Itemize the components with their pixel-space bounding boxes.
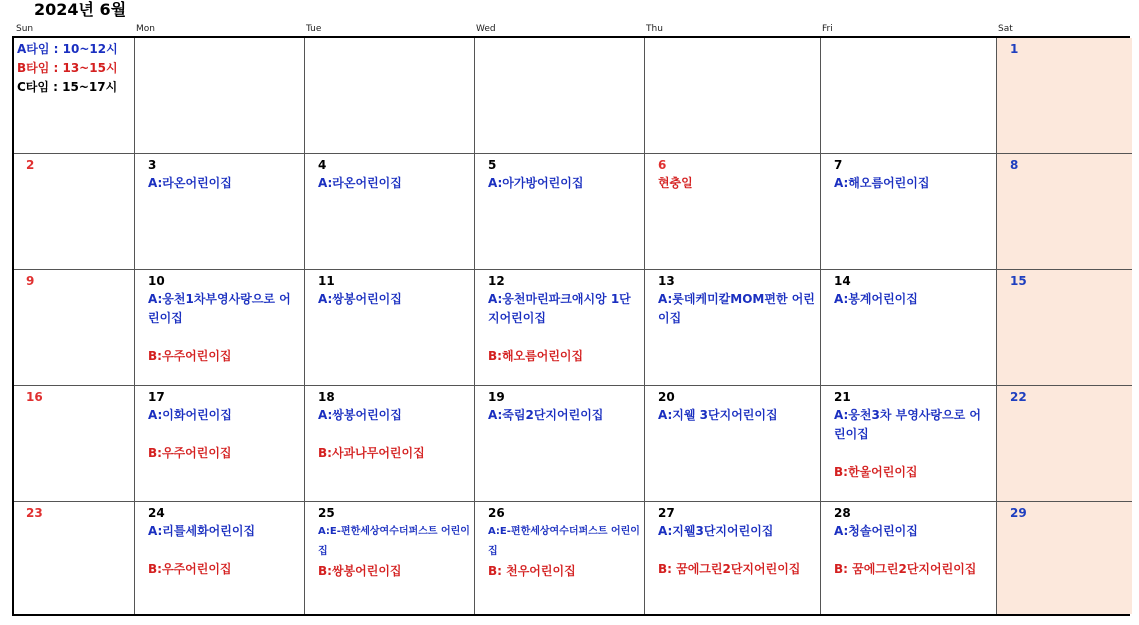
- day-entries: [148, 174, 300, 193]
- a-time-entry: A:웅천1차부영사랑으로 어린이집: [148, 292, 291, 325]
- day-cell[interactable]: [821, 502, 997, 614]
- holiday-label: 현충일: [658, 176, 693, 190]
- day-cell[interactable]: [645, 502, 821, 614]
- day-number: 9: [26, 274, 35, 288]
- day-cell[interactable]: [821, 38, 997, 154]
- day-number: 13: [658, 274, 675, 288]
- entry-spacer: [148, 541, 300, 560]
- day-cell[interactable]: [14, 270, 135, 386]
- day-entries: [318, 290, 470, 309]
- day-cell[interactable]: [305, 154, 475, 270]
- a-time-entry: A:리틀세화어린이집: [148, 524, 256, 538]
- time-legend: [17, 40, 118, 97]
- day-number: 20: [658, 390, 675, 404]
- day-entries: [148, 290, 300, 366]
- day-entries: [148, 406, 300, 463]
- day-entries: [834, 522, 992, 579]
- a-time-entry: A:라온어린이집: [148, 176, 232, 190]
- b-time-entry: B:우주어린이집: [148, 349, 232, 363]
- day-cell[interactable]: [475, 502, 645, 614]
- a-time-entry: A:이화어린이집: [148, 408, 232, 422]
- day-number: 26: [488, 506, 505, 520]
- day-entries: [488, 522, 640, 581]
- a-time-entry: A:E-편한세상여수더퍼스트 어린이집: [488, 526, 640, 557]
- day-number: 16: [26, 390, 43, 404]
- day-number: 2: [26, 158, 35, 172]
- day-cell[interactable]: [305, 386, 475, 502]
- weekday-thu: Thu: [646, 24, 663, 34]
- day-number: 12: [488, 274, 505, 288]
- day-number: 8: [1010, 158, 1019, 172]
- day-number: 17: [148, 390, 165, 404]
- entry-spacer: [148, 425, 300, 444]
- day-entries: [834, 406, 992, 482]
- day-cell[interactable]: [475, 38, 645, 154]
- a-time-entry: A:웅천3차 부영사랑으로 어린이집: [834, 408, 981, 441]
- day-entries: [658, 406, 816, 425]
- b-time-entry: B:사과나무어린이집: [318, 446, 425, 460]
- day-number: 15: [1010, 274, 1027, 288]
- day-cell[interactable]: [135, 270, 305, 386]
- b-time-entry: B:해오름어린이집: [488, 349, 584, 363]
- day-cell[interactable]: [14, 502, 135, 614]
- day-cell[interactable]: [305, 270, 475, 386]
- a-time-entry: A:웅천마린파크애시앙 1단지어린이집: [488, 292, 631, 325]
- day-cell[interactable]: [14, 386, 135, 502]
- weekday-tue: Tue: [306, 24, 322, 34]
- day-cell[interactable]: [135, 154, 305, 270]
- b-time-entry: B:우주어린이집: [148, 446, 232, 460]
- day-cell[interactable]: [135, 502, 305, 614]
- day-number: 21: [834, 390, 851, 404]
- weekday-fri: Fri: [822, 24, 833, 34]
- day-entries: [834, 174, 992, 193]
- weekday-sun: Sun: [16, 24, 34, 34]
- day-cell[interactable]: [305, 502, 475, 614]
- day-number: 27: [658, 506, 675, 520]
- day-number: 28: [834, 506, 851, 520]
- a-time-entry: A:롯데케미칼MOM편한 어린이집: [658, 292, 815, 325]
- b-time-entry: B:쌍봉어린이집: [318, 564, 402, 578]
- b-time-entry: B: 꿈에그린2단지어린이집: [834, 562, 977, 576]
- day-entries: [148, 522, 300, 579]
- day-number: 6: [658, 158, 667, 172]
- entry-spacer: [658, 541, 816, 560]
- day-entries: [318, 406, 470, 463]
- day-cell[interactable]: [135, 386, 305, 502]
- day-cell[interactable]: [645, 154, 821, 270]
- day-cell[interactable]: [821, 154, 997, 270]
- day-cell[interactable]: [997, 154, 1132, 270]
- day-number: 10: [148, 274, 165, 288]
- day-cell[interactable]: [475, 386, 645, 502]
- b-time-entry: B: 꿈에그린2단지어린이집: [658, 562, 801, 576]
- day-cell[interactable]: [997, 386, 1132, 502]
- a-time-entry: A:쌍봉어린이집: [318, 292, 402, 306]
- day-number: 11: [318, 274, 335, 288]
- entry-spacer: [148, 328, 300, 347]
- day-cell[interactable]: [475, 154, 645, 270]
- day-entries: [318, 522, 470, 581]
- day-number: 25: [318, 506, 335, 520]
- weekday-sat: Sat: [998, 24, 1013, 34]
- a-time-entry: A:라온어린이집: [318, 176, 402, 190]
- day-cell[interactable]: [305, 38, 475, 154]
- a-time-entry: A:지웰 3단지어린이집: [658, 408, 778, 422]
- day-entries: [658, 174, 816, 193]
- weekday-wed: Wed: [476, 24, 496, 34]
- day-cell[interactable]: [645, 386, 821, 502]
- day-cell[interactable]: [14, 38, 135, 154]
- a-time-entry: A:봉계어린이집: [834, 292, 918, 306]
- day-cell[interactable]: [135, 38, 305, 154]
- day-number: 18: [318, 390, 335, 404]
- a-time-entry: A:E-편한세상여수더퍼스트 어린이집: [318, 526, 470, 557]
- entry-spacer: [488, 328, 640, 347]
- b-time-entry: B:한울어린이집: [834, 465, 918, 479]
- day-entries: [658, 290, 816, 328]
- legend-a-time: A타임 : 10~12시: [17, 42, 118, 56]
- day-number: 3: [148, 158, 157, 172]
- day-cell[interactable]: [997, 270, 1132, 386]
- day-number: 5: [488, 158, 497, 172]
- a-time-entry: A:죽림2단지어린이집: [488, 408, 604, 422]
- day-cell[interactable]: [821, 270, 997, 386]
- day-entries: [834, 290, 992, 309]
- legend-b-time: B타임 : 13~15시: [17, 61, 118, 75]
- day-number: 14: [834, 274, 851, 288]
- day-number: 1: [1010, 42, 1019, 56]
- day-cell[interactable]: [14, 154, 135, 270]
- day-number: 19: [488, 390, 505, 404]
- day-number: 22: [1010, 390, 1027, 404]
- day-entries: [318, 174, 470, 193]
- a-time-entry: A:아가방어린이집: [488, 176, 584, 190]
- entry-spacer: [318, 425, 470, 444]
- day-number: 24: [148, 506, 165, 520]
- b-time-entry: B: 천우어린이집: [488, 564, 576, 578]
- day-number: 29: [1010, 506, 1027, 520]
- day-cell[interactable]: [997, 502, 1132, 614]
- legend-c-time: C타임 : 15~17시: [17, 80, 118, 94]
- day-number: 4: [318, 158, 327, 172]
- day-cell[interactable]: [645, 270, 821, 386]
- day-cell[interactable]: [821, 386, 997, 502]
- calendar-grid: [12, 36, 1130, 616]
- day-entries: [488, 174, 640, 193]
- entry-spacer: [834, 444, 992, 463]
- calendar-title: 2024년 6월: [34, 0, 127, 19]
- b-time-entry: B:우주어린이집: [148, 562, 232, 576]
- day-cell[interactable]: [997, 38, 1132, 154]
- a-time-entry: A:청솔어린이집: [834, 524, 918, 538]
- day-cell[interactable]: [475, 270, 645, 386]
- day-entries: [488, 406, 640, 425]
- day-number: 23: [26, 506, 43, 520]
- a-time-entry: A:쌍봉어린이집: [318, 408, 402, 422]
- entry-spacer: [834, 541, 992, 560]
- day-entries: [658, 522, 816, 579]
- day-number: 7: [834, 158, 843, 172]
- day-entries: [488, 290, 640, 366]
- day-cell[interactable]: [645, 38, 821, 154]
- a-time-entry: A:해오름어린이집: [834, 176, 930, 190]
- a-time-entry: A:지웰3단지어린이집: [658, 524, 774, 538]
- weekday-mon: Mon: [136, 24, 155, 34]
